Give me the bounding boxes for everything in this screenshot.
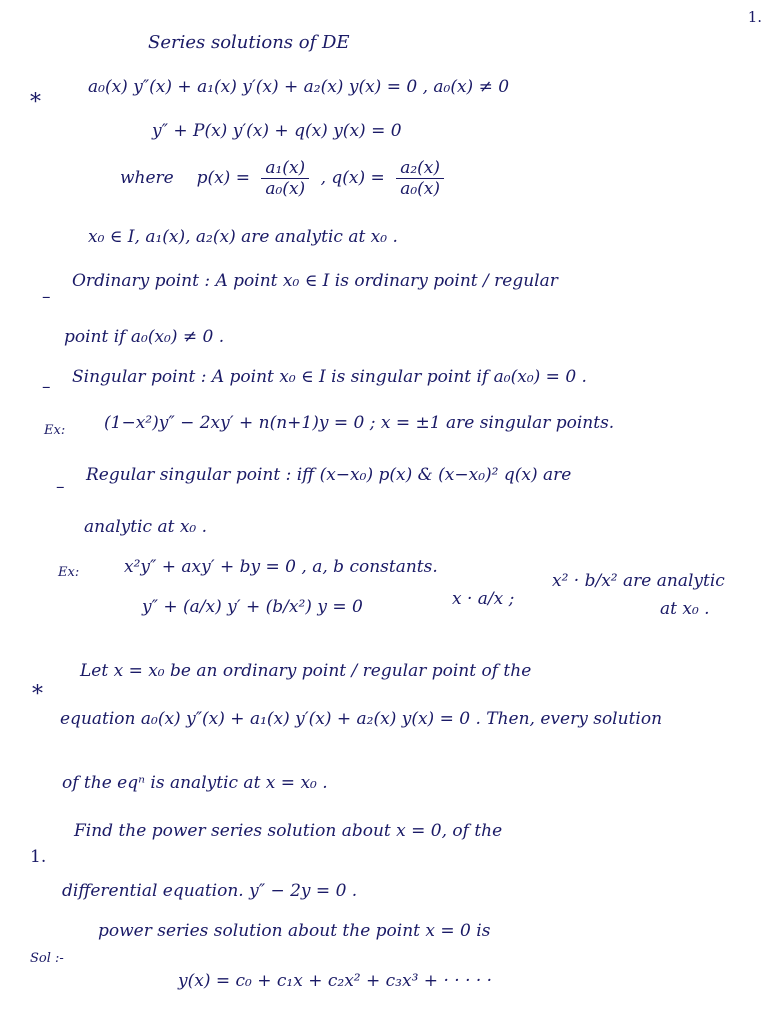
power-series-expansion: y(x) = c₀ + c₁x + c₂x² + c₃x³ + · · · · · (178, 971, 493, 991)
dash-icon: – (42, 287, 51, 307)
equation-general-de: a₀(x) y″(x) + a₁(x) y′(x) + a₂(x) y(x) = 0 , a₀(x) ≠ 0 (88, 77, 510, 97)
ordinary-point-definition: Ordinary point : A point x₀ ∈ I is ordinary point / regular (72, 271, 558, 291)
bullet-star-icon: * (32, 682, 43, 707)
solution-line-1: power series solution about the point x = 0 is (98, 921, 491, 941)
theorem-line-1: Let x = x₀ be an ordinary point / regular point of the (80, 661, 532, 681)
analytic-condition: x₀ ∈ I, a₁(x), a₂(x) are analytic at x₀ . (88, 227, 398, 247)
example-label: Ex: (58, 565, 80, 580)
euler-normal-form: y″ + (a/x) y′ + (b/x²) y = 0 (142, 597, 363, 617)
where-definitions (120, 158, 450, 199)
p-denominator: a₀(x) (265, 179, 306, 199)
problem-statement-2: differential equation. y″ − 2y = 0 . (62, 881, 358, 901)
solution-label: Sol :- (30, 951, 64, 966)
problem-statement-1: Find the power series solution about x = 0, of the (74, 821, 503, 841)
q-numerator: a₂(x) (396, 158, 444, 179)
page-number: 1. (747, 8, 762, 26)
theorem-line-3: of the eqⁿ is analytic at x = x₀ . (62, 773, 328, 793)
problem-number: 1. (30, 847, 47, 867)
regular-singular-definition: Regular singular point : iff (x−x₀) p(x) & (x−x₀)² q(x) are (86, 465, 572, 485)
coefficient-q: x² · b/x² are analytic (552, 571, 725, 591)
theorem-line-2: equation a₀(x) y″(x) + a₁(x) y′(x) + a₂(x) y(x) = 0 . Then, every solution (60, 709, 663, 729)
singular-example: (1−x²)y″ − 2xy′ + n(n+1)y = 0 ; x = ±1 are singular points. (104, 413, 615, 433)
p-lhs: p(x) = (196, 168, 250, 188)
analytic-at-x0: at x₀ . (660, 599, 710, 619)
q-denominator: a₀(x) (400, 179, 440, 199)
singular-point-definition: Singular point : A point x₀ ∈ I is singular point if a₀(x₀) = 0 . (72, 367, 587, 387)
q-fraction (396, 158, 444, 199)
regular-singular-analytic: analytic at x₀ . (84, 517, 208, 537)
ordinary-point-condition: point if a₀(x₀) ≠ 0 . (64, 327, 225, 347)
euler-equation: x²y″ + axy′ + by = 0 , a, b constants. (124, 557, 438, 577)
where-label: where (120, 168, 174, 188)
example-label: Ex: (44, 423, 66, 438)
page-title: Series solutions of DE (148, 32, 350, 53)
q-lhs: , q(x) = (320, 168, 385, 188)
p-numerator: a₁(x) (261, 158, 309, 179)
bullet-star-icon: * (30, 90, 41, 115)
dash-icon: – (56, 477, 65, 497)
coefficient-p: x · a/x ; (452, 589, 515, 609)
p-fraction (261, 158, 309, 199)
dash-icon: – (42, 377, 51, 397)
equation-normal-form: y″ + P(x) y′(x) + q(x) y(x) = 0 (152, 121, 402, 141)
